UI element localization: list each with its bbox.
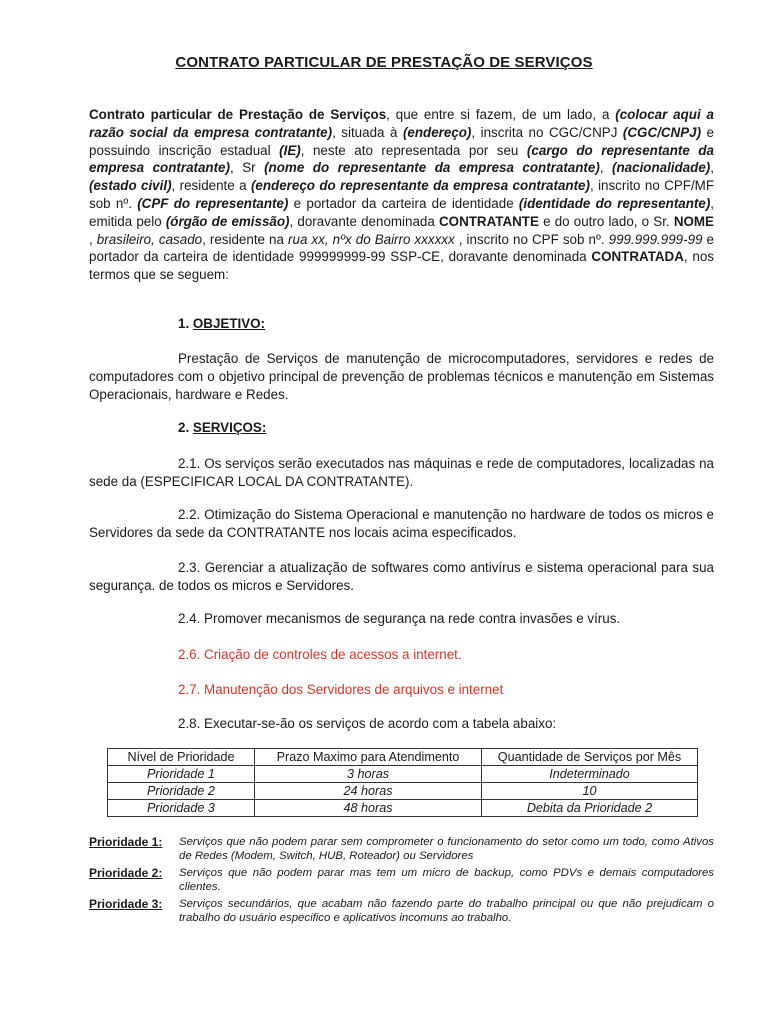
section-2-heading <box>178 420 266 435</box>
note-text: Serviços secundários, que acabam não fazendo parte do trabalho principal ou que não prejudicam o trabalho do usuário especifico e aplicativos incomuns ao trabalho. <box>179 897 714 925</box>
priority-table <box>107 748 698 817</box>
note-item <box>89 897 714 926</box>
table-cell: 3 horas <box>255 766 482 783</box>
intro-t8: e possuindo inscrição estadual <box>89 124 715 158</box>
intro-t22: e portador da carteira de identidade <box>288 195 519 211</box>
intro-t10: , neste ato representada por seu <box>300 142 527 158</box>
table-header-cell: Quantidade de Serviços por Mês <box>482 749 698 766</box>
note-label-wrap <box>89 866 179 895</box>
intro-t15: (nacionalidade) <box>612 160 711 176</box>
table-cell: Prioridade 2 <box>108 783 255 800</box>
section-1-number: 1. <box>178 316 193 331</box>
intro-t29: NOME <box>673 213 714 229</box>
note-colon: : <box>158 865 163 880</box>
intro-t12: , Sr <box>229 160 265 176</box>
table-row <box>108 783 698 800</box>
intro-t2: , que entre si fazem, de um lado, a <box>386 107 616 122</box>
section-1-label: OBJETIVO: <box>192 316 266 331</box>
intro-t26: , doravante denominada <box>289 213 439 229</box>
intro-t32: , residente na <box>202 231 289 247</box>
intro-t9: (IE) <box>279 142 301 158</box>
note-item <box>89 866 714 895</box>
intro-t1: Contrato particular de Prestação de Serviços <box>89 107 387 122</box>
table-row <box>108 800 698 817</box>
service-item-2-8: 2.8. Executar-se-ão os serviços de acordo com a tabela abaixo: <box>178 716 557 731</box>
intro-t30: , <box>89 231 97 247</box>
intro-t37: CONTRATADA <box>591 249 684 265</box>
table-header-cell: Nível de Prioridade <box>108 749 255 766</box>
table-cell: Prioridade 1 <box>108 766 255 783</box>
intro-t35: 999.999.999-99 <box>608 231 703 247</box>
intro-t14: , <box>599 160 613 176</box>
table-cell: 48 horas <box>255 800 482 817</box>
intro-t11: (cargo do representante da empresa contratante) <box>89 142 714 176</box>
note-label-wrap <box>89 835 179 864</box>
intro-t18: , residente a <box>171 178 251 194</box>
service-item-2-6: 2.6. Criação de controles de acessos a internet. <box>178 647 462 662</box>
service-item-2-2: 2.2. Otimização do Sistema Operacional e manutenção no hardware de todos os micros e Servidores da sede da CONTRATANTE nos locais acima especificados. <box>89 507 714 540</box>
intro-t13: (nome do representante da empresa contratante) <box>264 160 600 176</box>
priority-notes <box>89 835 714 927</box>
intro-t4: , situada à <box>332 124 403 140</box>
intro-t17: (estado civil) <box>89 178 172 194</box>
note-label: Prioridade 1 <box>89 835 159 849</box>
table-cell: 10 <box>482 783 698 800</box>
note-text: Serviços que não podem parar mas tem um micro de backup, como PDVs e demais computadores clientes. <box>179 866 714 894</box>
intro-t16: , <box>710 160 714 176</box>
intro-t7: (CGC/CNPJ) <box>622 124 702 140</box>
section-1-text: Prestação de Serviços de manutenção de microcomputadores, servidores e redes de computadores com o objetivo principal de prevenção de problemas técnicos e manutenção em Sistemas Operacionais, hardware e Redes. <box>89 351 714 402</box>
table-cell: 24 horas <box>255 783 482 800</box>
service-item-2-3: 2.3. Gerenciar a atualização de softwares como antivírus e sistema operacional para sua segurança. de todos os micros e Servidores. <box>89 560 714 593</box>
table-cell: Indeterminado <box>482 766 698 783</box>
note-label-wrap <box>89 897 179 926</box>
note-text: Serviços que não podem parar sem comprometer o funcionamento do setor como um todo, como Ativos de Redes (Modem, Switch, HUB, Roteador) ou Servidores <box>179 836 714 863</box>
table-cell: Prioridade 3 <box>108 800 255 817</box>
note-label: Prioridade 3 <box>89 896 159 911</box>
note-colon: : <box>158 835 163 849</box>
table-row <box>108 766 698 783</box>
intro-t6: , inscrita no CGC/CNPJ <box>471 124 623 140</box>
intro-t34: , inscrito no CPF sob nº. <box>454 231 609 247</box>
section-2-label: SERVIÇOS: <box>192 420 267 435</box>
note-label: Prioridade 2 <box>89 865 159 880</box>
intro-t36: e portador da carteira de identidade 999999999-99 SSP-CE, doravante denominada <box>89 231 714 265</box>
intro-t3: (colocar aqui a razão social da empresa contratante) <box>89 107 714 140</box>
note-item <box>89 835 714 864</box>
service-item-2-1: 2.1. Os serviços serão executados nas máquinas e rede de computadores, localizadas na sede da (ESPECIFICAR LOCAL DA CONTRATANTE). <box>89 456 714 489</box>
intro-t31: brasileiro, casado <box>96 231 203 247</box>
section-2-number: 2. <box>178 420 193 435</box>
intro-t5: (endereço) <box>402 124 472 140</box>
intro-t24: , emitida pelo <box>89 195 715 229</box>
intro-t25: (órgão de emissão) <box>165 213 290 229</box>
intro-t21: (CPF do representante) <box>137 195 289 211</box>
table-header-cell: Prazo Maximo para Atendimento <box>255 749 482 766</box>
intro-t28: e do outro lado, o Sr. <box>538 213 674 229</box>
section-1-heading <box>178 316 265 331</box>
document-title: CONTRATO PARTICULAR DE PRESTAÇÃO DE SERVIÇOS <box>175 54 593 71</box>
service-item-2-7: 2.7. Manutenção dos Servidores de arquivos e internet <box>178 682 504 697</box>
intro-t20: , inscrito no CPF/MF sob nº. <box>89 178 714 211</box>
table-header-row <box>108 749 698 766</box>
note-colon: : <box>158 896 163 911</box>
intro-t33: rua xx, nºx do Bairro xxxxxx <box>288 231 455 247</box>
table-cell: Debita da Prioridade 2 <box>482 800 698 817</box>
intro-paragraph <box>89 106 714 284</box>
intro-t27: CONTRATANTE <box>439 213 539 229</box>
intro-t23: (identidade do representante) <box>518 195 711 211</box>
service-item-2-4: 2.4. Promover mecanismos de segurança na rede contra invasões e vírus. <box>178 611 621 626</box>
intro-t38: , nos termos que se seguem: <box>89 249 715 283</box>
intro-t19: (endereço do representante da empresa contratante) <box>250 178 590 194</box>
